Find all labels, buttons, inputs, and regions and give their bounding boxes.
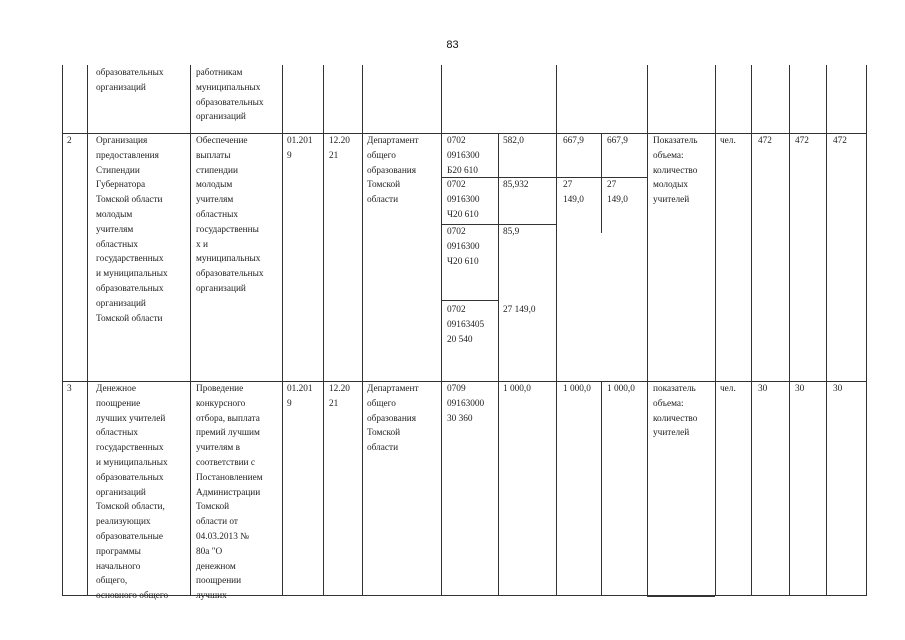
end-date: 12.20 21 xyxy=(329,384,350,409)
cont-name-cell: образовательных организаций xyxy=(96,68,164,93)
col-line xyxy=(282,65,283,596)
kbk-code: 0702 0916300 Ч20 610 xyxy=(447,180,480,220)
col-line xyxy=(826,65,827,596)
col-line xyxy=(751,65,752,596)
col-line xyxy=(866,65,867,596)
col-line xyxy=(647,65,648,596)
col-line xyxy=(601,381,602,596)
col-line xyxy=(556,65,557,596)
row-number: 3 xyxy=(67,384,72,394)
value-year-2: 30 xyxy=(795,384,805,394)
sum-value: 27 149,0 xyxy=(503,305,536,315)
value-year-1: 472 xyxy=(758,136,772,146)
col-line xyxy=(62,65,63,596)
sum-value: 1 000,0 xyxy=(503,384,531,394)
col-line xyxy=(87,65,88,596)
value-year-2: 472 xyxy=(795,136,809,146)
sum-value: 85,932 xyxy=(503,180,529,190)
indicator: показатель объема: количество учителей xyxy=(653,384,698,439)
start-date: 01.201 9 xyxy=(287,384,313,409)
table-bottom xyxy=(62,595,867,596)
col-line xyxy=(498,133,499,381)
cont-content-cell: работникам муниципальных образовательных организаций xyxy=(196,68,264,123)
sum-value: 582,0 xyxy=(503,136,524,146)
indicator-bottom xyxy=(647,596,715,597)
year-2021-value: 27 149,0 xyxy=(607,180,628,205)
kbk-code: 0702 09163405 20 540 xyxy=(447,305,485,345)
start-date: 01.201 9 xyxy=(287,136,313,161)
col-line xyxy=(498,381,499,596)
row-number: 2 xyxy=(67,136,72,146)
executor: Департамент общего образования Томской области xyxy=(367,136,419,206)
year-2020-value: 667,9 xyxy=(563,136,584,146)
unit: чел. xyxy=(720,384,736,394)
activity-name: Денежное поощрение лучших учителей областных государственных и муниципальных образовательных организаций Томской области, реализующих образовательные программы начального общего, основного общего xyxy=(96,384,169,602)
year-2021-value: 1 000,0 xyxy=(607,384,635,394)
col-line xyxy=(362,65,363,596)
col-line xyxy=(190,65,191,596)
sum-value: 85,9 xyxy=(503,227,520,237)
value-year-3: 30 xyxy=(833,384,843,394)
col-line xyxy=(441,65,442,596)
activity-content: Обеспечение выплаты стипендии молодым учителям областных государственны х и муниципальных образовательных организаций xyxy=(196,136,264,294)
value-year-3: 472 xyxy=(833,136,847,146)
year-2020-value: 27 149,0 xyxy=(563,180,584,205)
kbk-code: 0702 0916300 Ч20 610 xyxy=(447,227,480,267)
kbk-code: 0702 0916300 Б20 610 xyxy=(447,136,480,176)
col-line xyxy=(601,133,602,233)
end-date: 12.20 21 xyxy=(329,136,350,161)
sub-divider xyxy=(441,300,499,301)
executor: Департамент общего образования Томской области xyxy=(367,384,419,454)
year-2021-value: 667,9 xyxy=(607,136,628,146)
kbk-code: 0709 09163000 30 360 xyxy=(447,384,485,424)
unit: чел. xyxy=(720,136,736,146)
col-line xyxy=(715,65,716,596)
indicator: Показатель объема: количество молодых учителей xyxy=(653,136,698,206)
col-line xyxy=(789,65,790,596)
page-number: 83 xyxy=(446,39,459,51)
value-year-1: 30 xyxy=(758,384,768,394)
year-2020-value: 1 000,0 xyxy=(563,384,591,394)
col-line xyxy=(323,65,324,596)
activity-content: Проведение конкурсного отбора, выплата премий лучшим учителям в соответствии с Постановлением Администрации Томской области от 04.03.2013 № 80а "О денежном поощрении лучших xyxy=(196,384,263,602)
activity-name: Организация предоставления Стипендии Губернатора Томской области молодым учителям областных государственных и муниципальных образовательных организаций Томской области xyxy=(96,136,168,324)
